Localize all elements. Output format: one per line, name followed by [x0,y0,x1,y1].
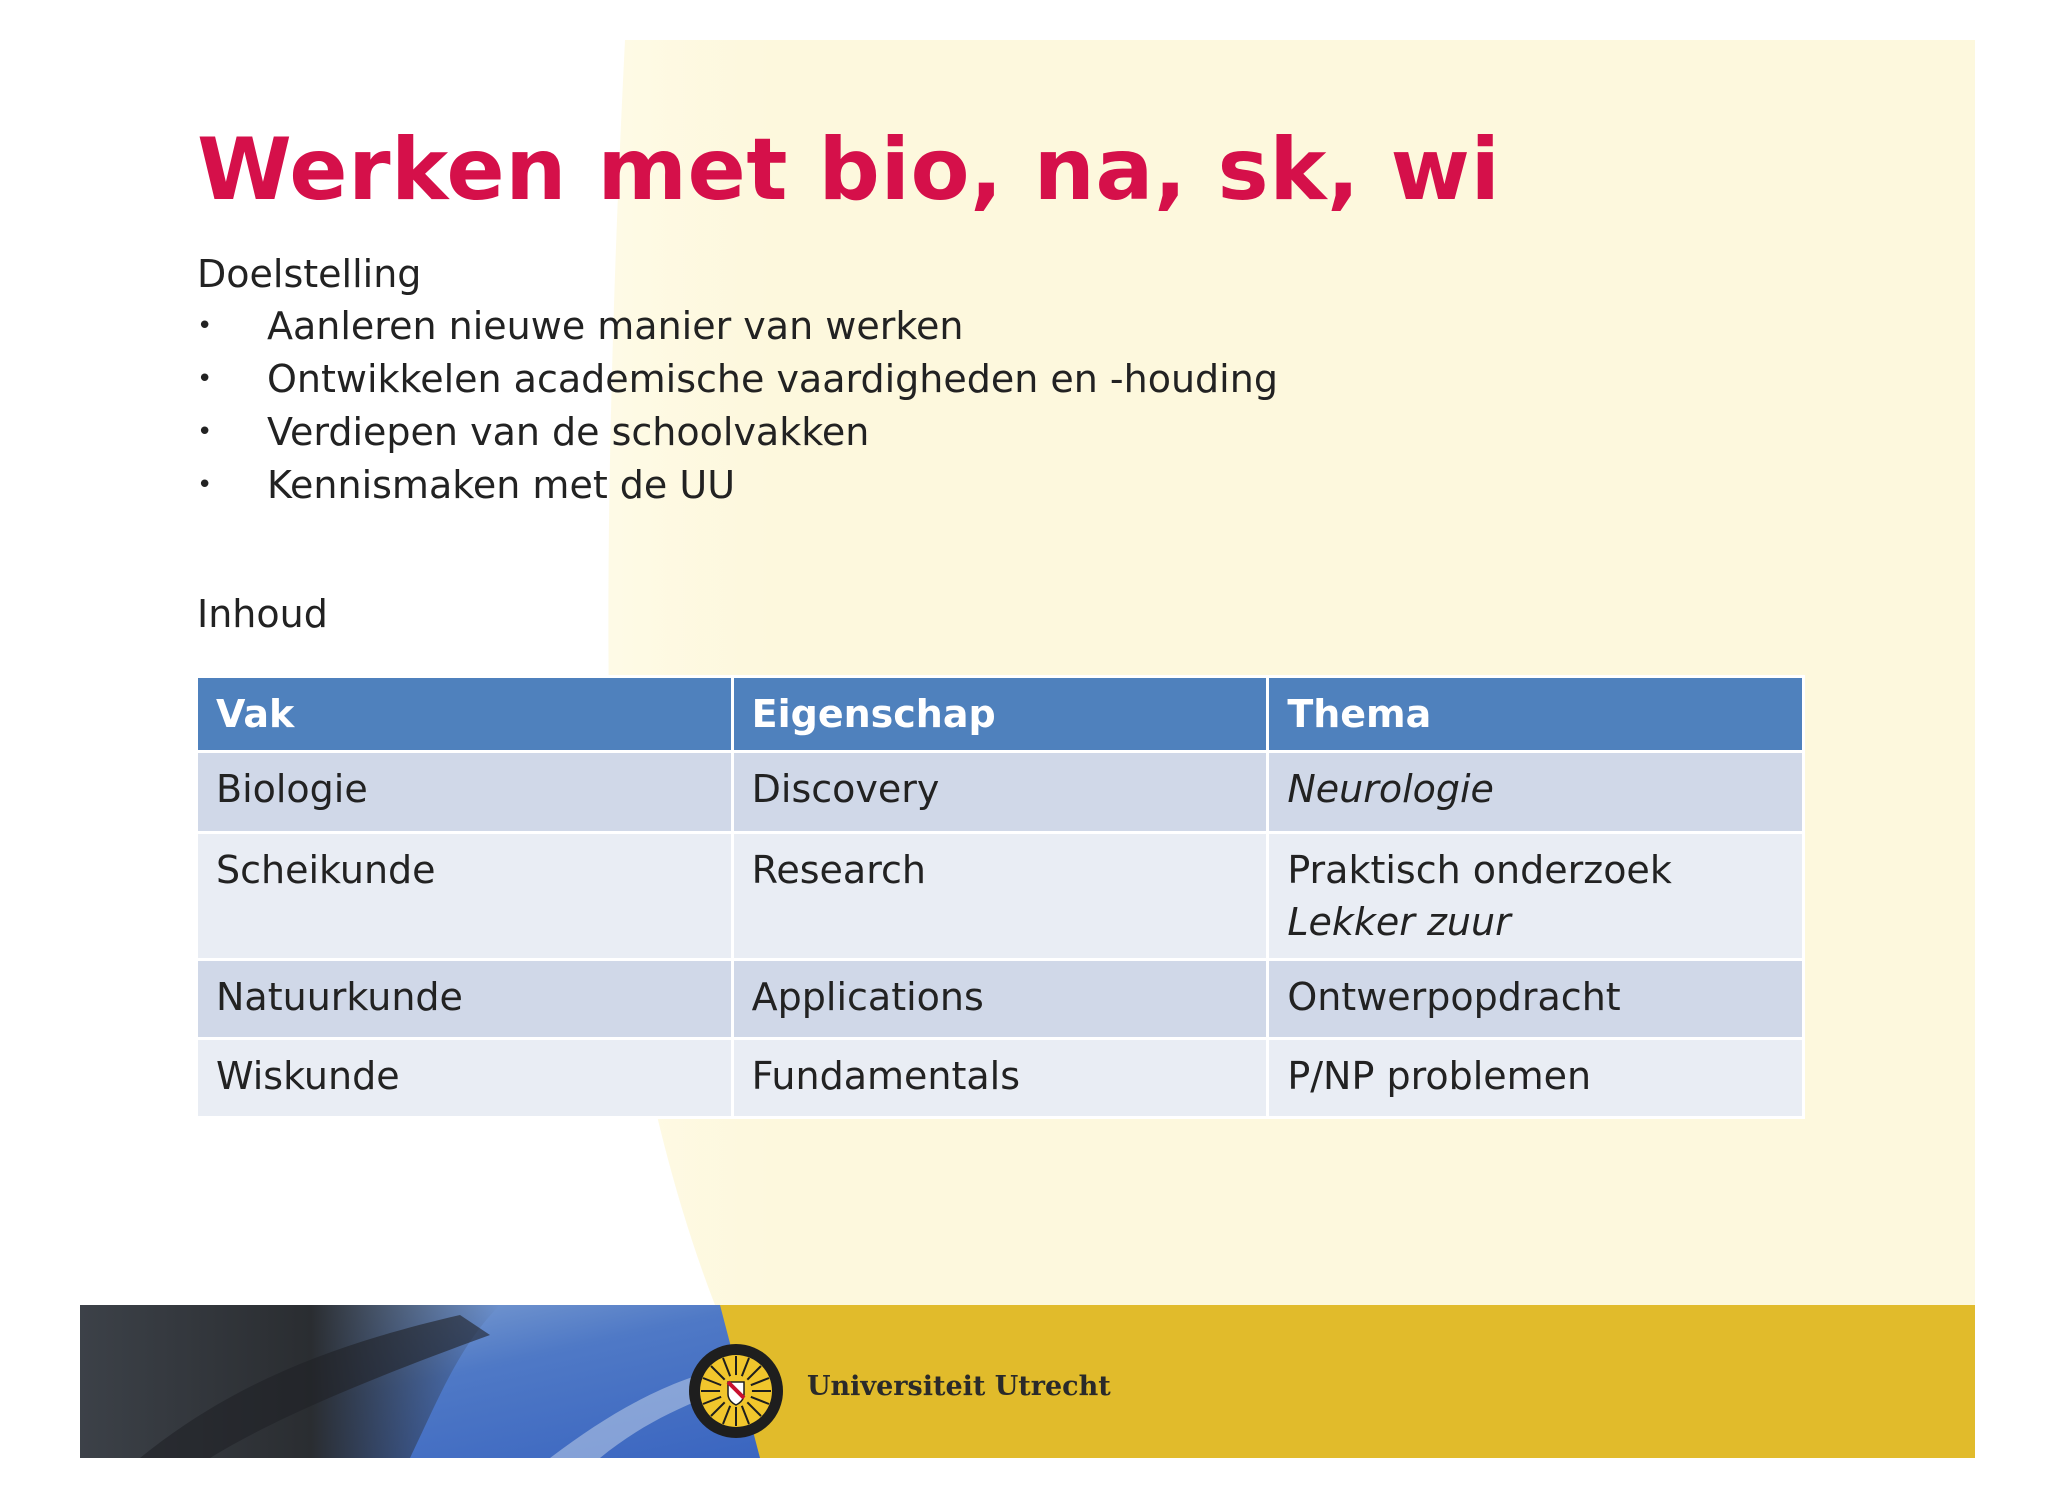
column-header-eigenschap: Eigenschap [732,677,1268,752]
cell-vak: Natuurkunde [197,960,733,1039]
thema-plain: Praktisch onderzoek [1287,848,1672,892]
cell-vak: Biologie [197,752,733,833]
table-row [197,960,1804,1039]
bullet-icon: • [197,311,213,341]
table-row [197,752,1804,833]
cell-eigenschap: Research [732,833,1268,960]
column-header-thema: Thema [1268,677,1804,752]
cell-vak: Wiskunde [197,1039,733,1118]
cell-thema [1268,1039,1804,1118]
doelstelling-heading: Doelstelling [197,252,422,296]
bullet-icon: • [197,417,213,447]
cell-thema [1268,752,1804,833]
table-row [197,833,1804,960]
cell-eigenschap: Fundamentals [732,1039,1268,1118]
thema-plain: P/NP problemen [1287,1054,1592,1098]
university-seal-icon [687,1342,785,1440]
cell-thema [1268,960,1804,1039]
slide: Werken met bio, na, sk, wi Doelstelling • Aanleren nieuwe manier van werken • Ontwikkelen academische vaardigheden en -houding • Verdiepen van de schoolvakken • Kennismaken met de UU Inhoud Vak Eigenschap Thema Biologie Discovery Neurologie Scheikunde Research Praktisch onderzoek Lekker zuur Natuurkunde Applications Ontwerpopdracht Wiskunde Fundamentals P/NP problemen Universiteit Utrecht [0,0,2048,1492]
thema-plain: Ontwerpopdracht [1287,975,1621,1019]
table-row [197,1039,1804,1118]
footer-banner [80,1305,1975,1458]
slide-title: Werken met bio, na, sk, wi [197,120,1501,220]
cell-eigenschap: Discovery [732,752,1268,833]
bullet-icon: • [197,364,213,394]
bullet-icon: • [197,470,213,500]
cell-thema [1268,833,1804,960]
table-header-row [197,677,1804,752]
institution-name: Universiteit Utrecht [807,1371,1111,1402]
inhoud-table [195,675,1805,1119]
cell-eigenschap: Applications [732,960,1268,1039]
inhoud-heading: Inhoud [197,592,328,636]
thema-italic: Neurologie [1287,767,1494,811]
thema-italic: Lekker zuur [1287,900,1511,944]
cell-vak: Scheikunde [197,833,733,960]
column-header-vak: Vak [197,677,733,752]
